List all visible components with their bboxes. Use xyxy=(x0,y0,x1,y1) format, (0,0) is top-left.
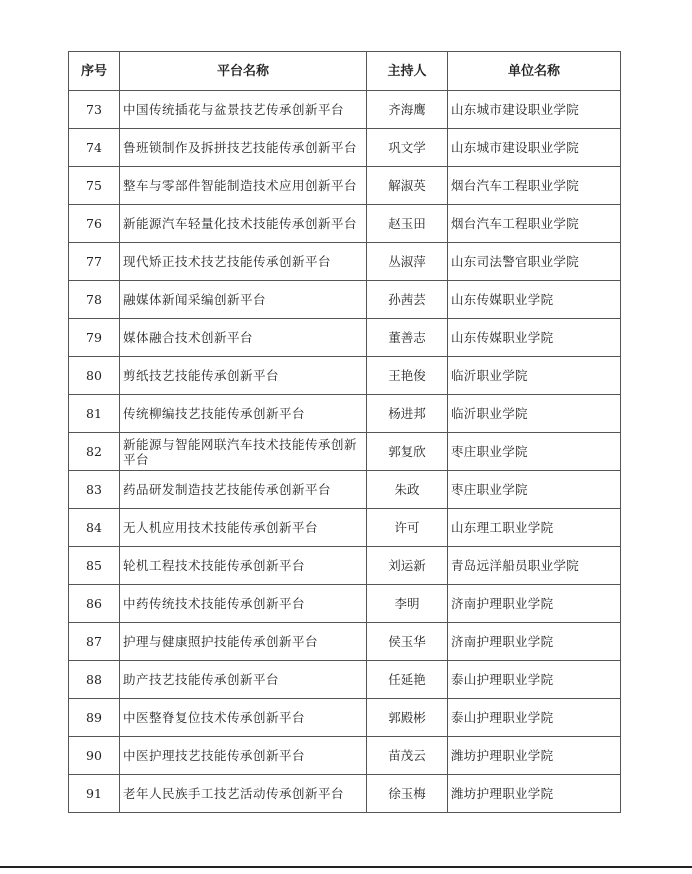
cell-platform-name: 整车与零部件智能制造技术应用创新平台 xyxy=(120,167,367,205)
cell-no: 79 xyxy=(69,319,120,357)
header-row xyxy=(69,52,621,91)
table-row xyxy=(69,471,621,509)
cell-unit-name: 山东城市建设职业学院 xyxy=(448,129,621,167)
cell-no: 84 xyxy=(69,509,120,547)
cell-unit-name: 青岛远洋船员职业学院 xyxy=(448,547,621,585)
table-row xyxy=(69,623,621,661)
cell-host: 苗茂云 xyxy=(367,737,448,775)
cell-no: 89 xyxy=(69,699,120,737)
table-row xyxy=(69,699,621,737)
table-row xyxy=(69,509,621,547)
cell-no: 76 xyxy=(69,205,120,243)
cell-unit-name: 临沂职业学院 xyxy=(448,357,621,395)
cell-platform-name: 剪纸技艺技能传承创新平台 xyxy=(120,357,367,395)
cell-platform-name: 无人机应用技术技能传承创新平台 xyxy=(120,509,367,547)
cell-unit-name: 临沂职业学院 xyxy=(448,395,621,433)
cell-no: 86 xyxy=(69,585,120,623)
cell-unit-name: 潍坊护理职业学院 xyxy=(448,775,621,813)
header-no: 序号 xyxy=(69,52,120,91)
cell-platform-name: 新能源汽车轻量化技术技能传承创新平台 xyxy=(120,205,367,243)
cell-no: 74 xyxy=(69,129,120,167)
cell-platform-name: 现代矫正技术技艺技能传承创新平台 xyxy=(120,243,367,281)
cell-unit-name: 潍坊护理职业学院 xyxy=(448,737,621,775)
cell-host: 徐玉梅 xyxy=(367,775,448,813)
cell-no: 85 xyxy=(69,547,120,585)
cell-unit-name: 枣庄职业学院 xyxy=(448,471,621,509)
cell-unit-name: 济南护理职业学院 xyxy=(448,623,621,661)
cell-host: 杨进邦 xyxy=(367,395,448,433)
cell-platform-name: 鲁班锁制作及拆拼技艺技能传承创新平台 xyxy=(120,129,367,167)
cell-no: 80 xyxy=(69,357,120,395)
cell-unit-name: 济南护理职业学院 xyxy=(448,585,621,623)
cell-host: 李明 xyxy=(367,585,448,623)
table-row xyxy=(69,395,621,433)
cell-unit-name: 山东传媒职业学院 xyxy=(448,281,621,319)
cell-host: 齐海鹰 xyxy=(367,91,448,129)
cell-host: 孙茜芸 xyxy=(367,281,448,319)
cell-host: 刘运新 xyxy=(367,547,448,585)
table-row xyxy=(69,433,621,471)
cell-platform-name: 药品研发制造技艺技能传承创新平台 xyxy=(120,471,367,509)
table-header xyxy=(69,52,621,91)
cell-host: 郭复欣 xyxy=(367,433,448,471)
cell-no: 77 xyxy=(69,243,120,281)
cell-host: 朱政 xyxy=(367,471,448,509)
page-bottom-rule xyxy=(0,866,692,868)
cell-host: 郭殿彬 xyxy=(367,699,448,737)
cell-platform-name: 中医整脊复位技术传承创新平台 xyxy=(120,699,367,737)
cell-platform-name: 新能源与智能网联汽车技术技能传承创新平台 xyxy=(120,433,367,471)
cell-no: 91 xyxy=(69,775,120,813)
cell-unit-name: 泰山护理职业学院 xyxy=(448,699,621,737)
cell-host: 侯玉华 xyxy=(367,623,448,661)
cell-unit-name: 山东城市建设职业学院 xyxy=(448,91,621,129)
cell-host: 丛淑萍 xyxy=(367,243,448,281)
table-row xyxy=(69,129,621,167)
table-row xyxy=(69,205,621,243)
cell-no: 75 xyxy=(69,167,120,205)
cell-no: 82 xyxy=(69,433,120,471)
cell-no: 87 xyxy=(69,623,120,661)
cell-platform-name: 轮机工程技术技能传承创新平台 xyxy=(120,547,367,585)
header-platform-name: 平台名称 xyxy=(120,52,367,91)
cell-host: 任延艳 xyxy=(367,661,448,699)
cell-unit-name: 烟台汽车工程职业学院 xyxy=(448,167,621,205)
cell-unit-name: 山东理工职业学院 xyxy=(448,509,621,547)
cell-unit-name: 山东传媒职业学院 xyxy=(448,319,621,357)
table-row xyxy=(69,357,621,395)
cell-host: 解淑英 xyxy=(367,167,448,205)
table-row xyxy=(69,661,621,699)
cell-unit-name: 枣庄职业学院 xyxy=(448,433,621,471)
cell-host: 巩文学 xyxy=(367,129,448,167)
table-row xyxy=(69,547,621,585)
table-row xyxy=(69,319,621,357)
cell-platform-name: 中药传统技术技能传承创新平台 xyxy=(120,585,367,623)
table-row xyxy=(69,91,621,129)
cell-host: 许可 xyxy=(367,509,448,547)
header-unit-name: 单位名称 xyxy=(448,52,621,91)
cell-platform-name: 中医护理技艺技能传承创新平台 xyxy=(120,737,367,775)
header-host: 主持人 xyxy=(367,52,448,91)
cell-no: 73 xyxy=(69,91,120,129)
cell-platform-name: 中国传统插花与盆景技艺传承创新平台 xyxy=(120,91,367,129)
cell-no: 83 xyxy=(69,471,120,509)
cell-no: 81 xyxy=(69,395,120,433)
cell-platform-name: 融媒体新闻采编创新平台 xyxy=(120,281,367,319)
cell-no: 78 xyxy=(69,281,120,319)
cell-unit-name: 烟台汽车工程职业学院 xyxy=(448,205,621,243)
cell-platform-name: 老年人民族手工技艺活动传承创新平台 xyxy=(120,775,367,813)
table-body xyxy=(69,91,621,813)
cell-host: 董善志 xyxy=(367,319,448,357)
cell-unit-name: 山东司法警官职业学院 xyxy=(448,243,621,281)
cell-no: 88 xyxy=(69,661,120,699)
cell-platform-name: 媒体融合技术创新平台 xyxy=(120,319,367,357)
cell-no: 90 xyxy=(69,737,120,775)
cell-host: 赵玉田 xyxy=(367,205,448,243)
table-row xyxy=(69,167,621,205)
table-row xyxy=(69,243,621,281)
platform-table xyxy=(68,51,621,813)
cell-host: 王艳俊 xyxy=(367,357,448,395)
table-row xyxy=(69,775,621,813)
cell-platform-name: 护理与健康照护技能传承创新平台 xyxy=(120,623,367,661)
table-row xyxy=(69,737,621,775)
table-row xyxy=(69,281,621,319)
cell-platform-name: 助产技艺技能传承创新平台 xyxy=(120,661,367,699)
cell-unit-name: 泰山护理职业学院 xyxy=(448,661,621,699)
cell-platform-name: 传统柳编技艺技能传承创新平台 xyxy=(120,395,367,433)
table-row xyxy=(69,585,621,623)
